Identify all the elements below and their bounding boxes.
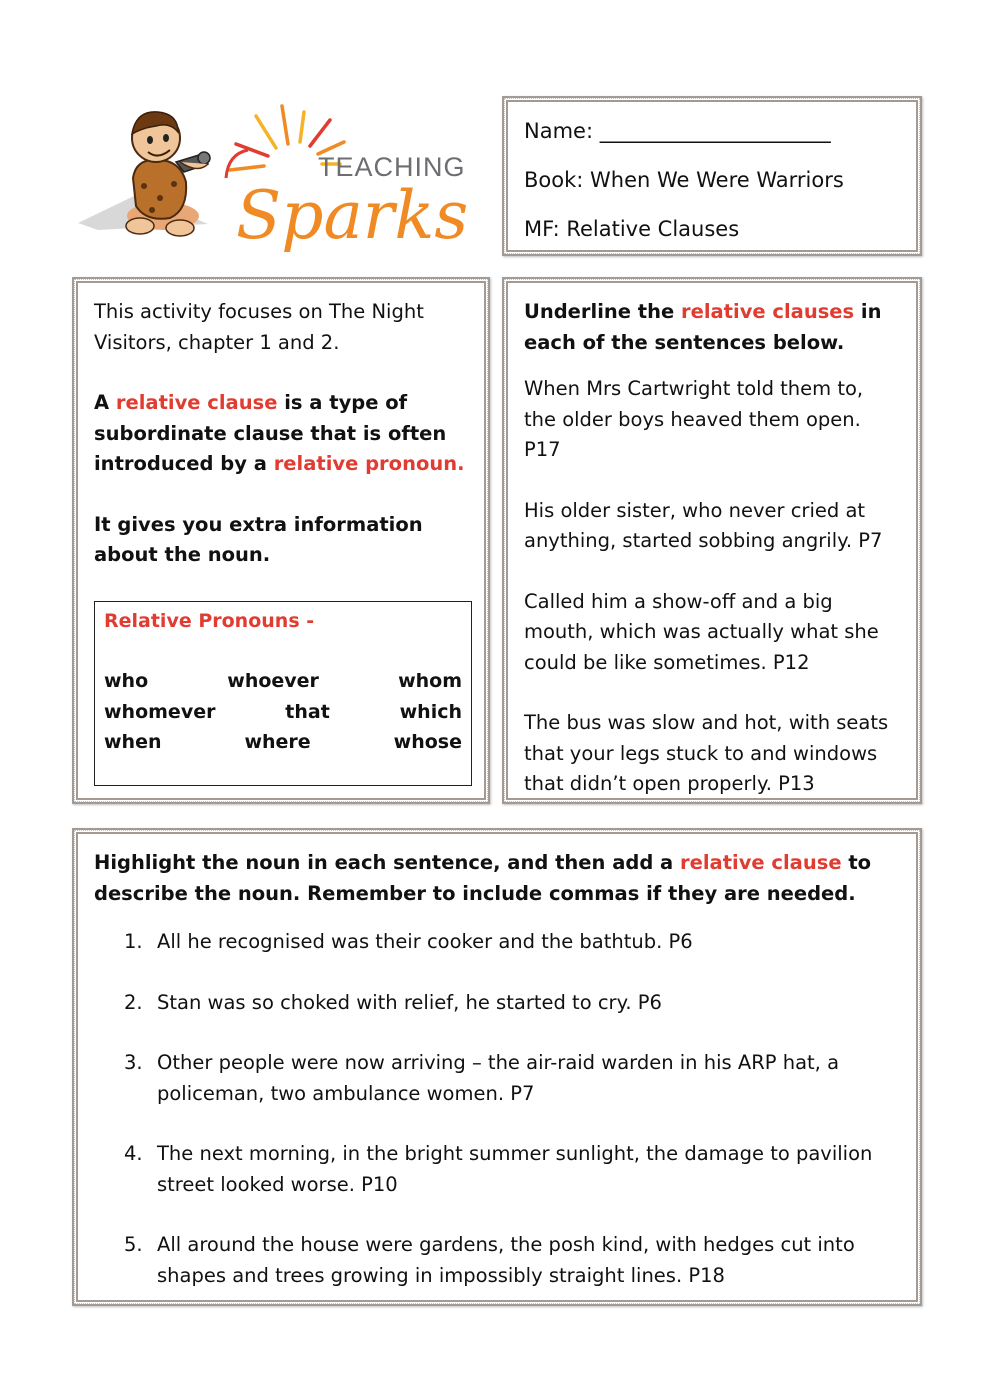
item-text: Other people were now arriving – the air-raid warden in his ARP hat, a policeman, two ambulance women. P7 — [157, 1051, 840, 1105]
definition-part-1: A — [94, 391, 116, 414]
name-field[interactable]: Name: ______________________ — [524, 119, 831, 143]
item-text: Stan was so choked with relief, he started to cry. P6 — [157, 990, 662, 1014]
term-relative-pronoun: relative pronoun. — [273, 452, 465, 475]
item-number: 3. — [124, 1051, 143, 1074]
item-number: 5. — [124, 1233, 143, 1256]
highlight-task-box — [72, 828, 922, 1306]
definition-box — [72, 277, 490, 804]
instruction-part-1: Underline the — [524, 300, 681, 323]
caveman-icon — [126, 112, 210, 236]
sentence-list — [94, 927, 900, 1291]
pronoun: whose — [393, 731, 462, 753]
pronoun: that — [285, 700, 330, 723]
book-label: Book: When We Were Warriors — [524, 168, 844, 192]
logo-graphic — [78, 98, 468, 258]
item-number: 4. — [124, 1142, 143, 1165]
list-item[interactable] — [124, 1048, 900, 1109]
definition-part-2: is a type of subordinate clause that is often introduced by a — [94, 391, 447, 475]
pronoun: who — [104, 670, 149, 692]
item-number: 2. — [124, 990, 143, 1014]
extra-info-text: It gives you extra information about the noun. — [94, 512, 423, 566]
list-item[interactable] — [124, 927, 900, 958]
term-relative-clause: relative clause — [680, 851, 842, 874]
term-relative-clauses: relative clauses — [681, 300, 855, 323]
item-number: 1. — [124, 930, 143, 953]
pronoun: which — [399, 700, 462, 723]
definition-text — [94, 388, 468, 480]
highlight-instruction — [94, 848, 900, 909]
student-info-box — [502, 96, 922, 256]
instruction-part-2: in each of the sentences below. — [524, 300, 882, 354]
swoosh-icon — [226, 150, 248, 178]
list-item[interactable] — [124, 988, 900, 1019]
underline-task-box — [502, 277, 922, 804]
pronoun-row — [104, 697, 462, 728]
list-item[interactable] — [124, 1139, 900, 1200]
sentence[interactable]: Called him a show-off and a big mouth, which was actually what she could be like sometimes. P12 — [524, 589, 879, 674]
list-item[interactable] — [124, 1230, 900, 1291]
pronoun: whomever — [104, 700, 216, 723]
item-text: All around the house were gardens, the posh kind, with hedges cut into shapes and trees growing in impossibly straight lines. P18 — [157, 1233, 855, 1287]
pronoun-row — [104, 666, 462, 697]
pronoun-row — [104, 727, 462, 758]
sentence[interactable]: His older sister, who never cried at anything, started sobbing angrily. P7 — [524, 498, 883, 552]
item-text: All he recognised was their cooker and the bathtub. P6 — [157, 930, 693, 953]
pronoun: where — [244, 731, 311, 753]
term-relative-clause: relative clause — [115, 391, 278, 414]
pronouns-title: Relative Pronouns - — [104, 609, 315, 632]
item-text: The next morning, in the bright summer sunlight, the damage to pavilion street looked worse. P10 — [157, 1142, 873, 1196]
logo-sparks-text: Sparks — [236, 177, 468, 254]
instruction-part-2: to describe the noun. Remember to include commas if they are needed. — [94, 851, 872, 905]
sentence[interactable]: When Mrs Cartwright told them to, the older boys heaved them open. P17 — [524, 377, 864, 461]
relative-pronouns-box — [94, 601, 472, 786]
pronoun: whoever — [227, 670, 319, 692]
mf-label: MF: Relative Clauses — [524, 217, 740, 241]
sentence[interactable]: The bus was slow and hot, with seats that your legs stuck to and windows that didn’t open properly. P13 — [524, 711, 889, 795]
underline-instruction — [524, 297, 900, 358]
instruction-part-1: Highlight the noun in each sentence, and then add a — [94, 851, 681, 874]
teaching-sparks-logo — [78, 98, 468, 258]
intro-text: This activity focuses on The Night Visitors, chapter 1 and 2. — [94, 300, 424, 354]
pronoun: whom — [398, 670, 462, 692]
logo-teaching-text: TEACHING — [318, 152, 466, 182]
pronoun: when — [104, 731, 162, 753]
